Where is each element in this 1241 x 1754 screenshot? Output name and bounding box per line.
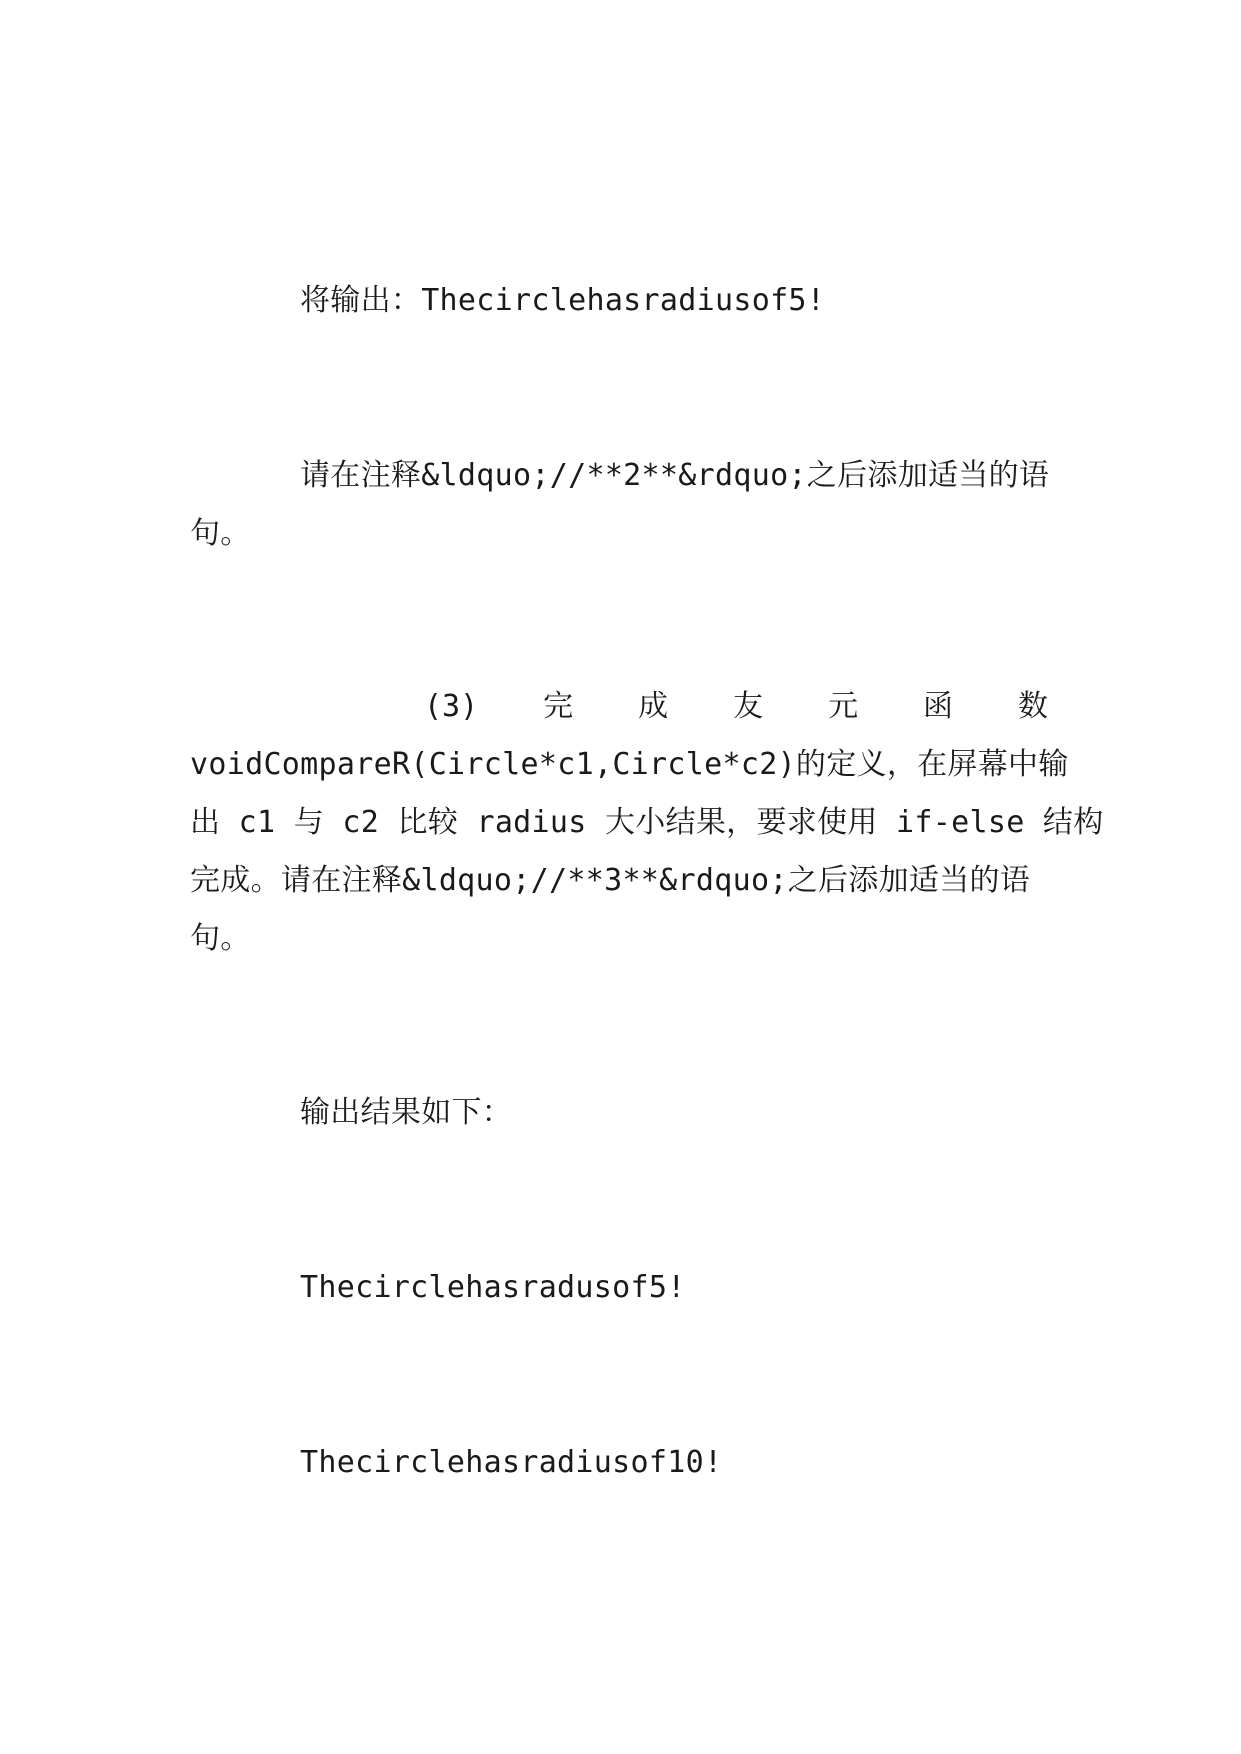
output-line-1: Thecirclehasradusof5!: [300, 1270, 686, 1305]
instruction-3-line-4: 完成。请在注释&ldquo;//**3**&rdquo;之后添加适当的语: [190, 863, 1031, 898]
instruction-3-token: (3): [424, 689, 479, 724]
instruction-3-token: 完: [543, 689, 574, 724]
instruction-3-token: 元: [828, 689, 859, 724]
instruction-3-token: 友: [733, 689, 764, 724]
instruction-3-line-5: 句。: [190, 921, 251, 956]
output-line-2: Thecirclehasradiusof10!: [300, 1445, 723, 1480]
instruction-3-line-3: 出 c1 与 c2 比较 radius 大小结果，要求使用 if-else 结构: [190, 805, 1104, 840]
instruction-3-line-2: voidCompareR(Circle*c1,Circle*c2)的定义，在屏幕中输: [190, 747, 1069, 782]
output-heading: 输出结果如下：: [300, 1095, 513, 1130]
instruction-3-token: 数: [1018, 689, 1048, 724]
instruction-3-token: 函: [923, 689, 954, 724]
output-description: 将输出：Thecirclehasradiusof5!: [300, 283, 826, 318]
instruction-3-line-1: [424, 678, 1048, 736]
instruction-2-line-2: 句。: [190, 516, 251, 551]
instruction-2-line-1: 请在注释&ldquo;//**2**&rdquo;之后添加适当的语: [300, 458, 1050, 493]
instruction-3-token: 成: [638, 689, 669, 724]
